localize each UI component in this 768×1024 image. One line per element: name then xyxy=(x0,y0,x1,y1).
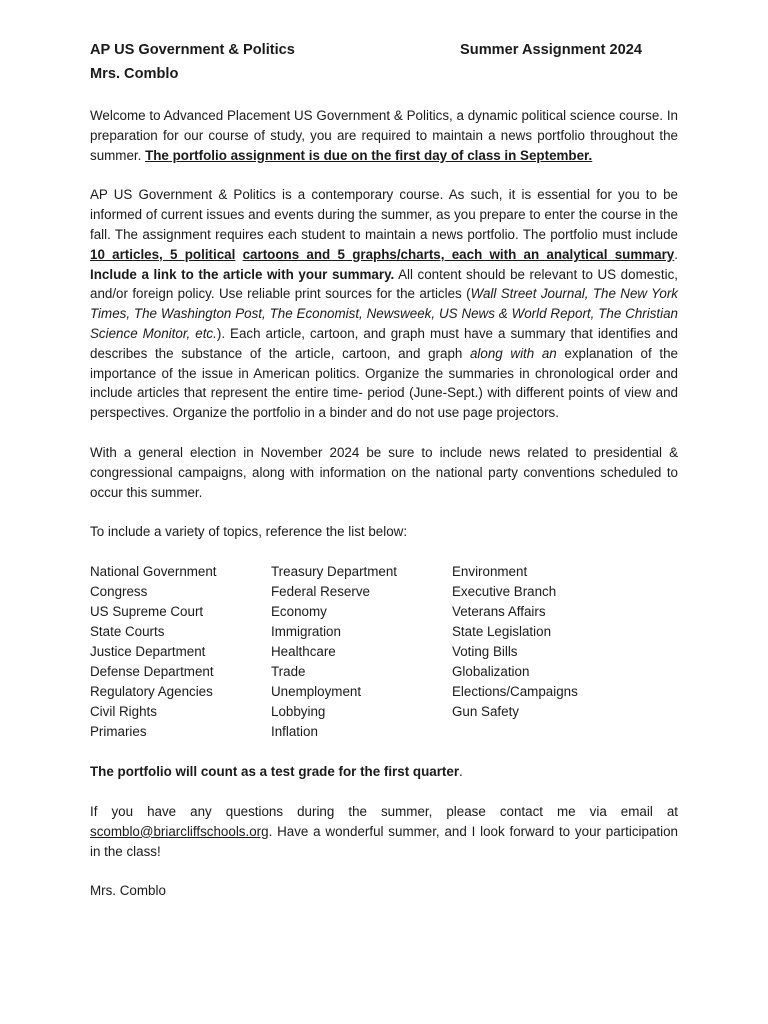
details-text-5: explanation of the importance of the issue in American politics. Organize the summaries in chronological order and include articles that represent the entire time- period (June-Sept.) with different points of view and perspectives. Organize the portfolio in a binder and do not use page projectors. xyxy=(90,345,678,421)
grade-period: . xyxy=(459,764,463,780)
topic-item: Defense Department xyxy=(90,664,214,680)
topic-item: Regulatory Agencies xyxy=(90,684,213,700)
requirement-articles: 10 articles, 5 political xyxy=(90,246,236,262)
requirement-space xyxy=(235,247,242,262)
contact-paragraph xyxy=(90,802,678,861)
topics-column-1 xyxy=(90,562,271,742)
topic-item: Elections/Campaigns xyxy=(452,684,578,700)
election-paragraph: With a general election in November 2024 be sure to include news related to presidential & congressional campaigns, along with information on the national party conventions scheduled to occur this summer. xyxy=(90,444,678,500)
topics-column-3 xyxy=(452,562,633,742)
topic-item: National Government xyxy=(90,564,217,580)
topic-item: Environment xyxy=(452,564,528,580)
topics-list xyxy=(90,562,678,742)
topic-item: Globalization xyxy=(452,664,530,680)
topic-item: Executive Branch xyxy=(452,584,557,600)
topic-item: US Supreme Court xyxy=(90,604,204,620)
topic-item: Primaries xyxy=(90,724,147,740)
details-text-2: . xyxy=(674,246,678,262)
topics-intro: To include a variety of topics, reference the list below: xyxy=(90,524,408,540)
topic-item: State Legislation xyxy=(452,624,552,640)
assignment-title: Summer Assignment 2024 xyxy=(460,42,642,58)
topic-item: Voting Bills xyxy=(452,644,518,660)
topic-item: Economy xyxy=(271,604,327,620)
topic-item: Inflation xyxy=(271,724,318,740)
topic-item: Lobbying xyxy=(271,704,326,720)
grade-text: The portfolio will count as a test grade for the first quarter xyxy=(90,764,460,780)
contact-text-2: . Have a wonderful summer, and I look forward to your participation in the class! xyxy=(90,823,678,859)
topic-item: State Courts xyxy=(90,624,165,640)
requirement-cartoons-graphs: cartoons and 5 graphs/charts, each with an analytical summary xyxy=(242,246,675,262)
along-with-phrase: along with an xyxy=(469,345,557,361)
topic-item: Unemployment xyxy=(271,684,362,700)
topic-item: Healthcare xyxy=(271,644,336,660)
topic-item: Gun Safety xyxy=(452,704,519,720)
topic-item: Immigration xyxy=(271,624,341,640)
topics-column-2 xyxy=(271,562,452,742)
due-date-notice: The portfolio assignment is due on the first day of class in September. xyxy=(145,147,593,163)
intro-paragraph xyxy=(90,106,678,165)
intro-text: Welcome to Advanced Placement US Government & Politics, a dynamic political science course. In preparation for our course of study, you are required to maintain a news portfolio throughout the summer. xyxy=(90,108,678,163)
teacher-name: Mrs. Comblo xyxy=(90,66,179,82)
topic-item: Civil Rights xyxy=(90,704,157,720)
source-list: Wall Street Journal, The New York Times, The Washington Post, The Economist, Newsweek, US News & World Report, The Christian Science Monitor, etc. xyxy=(90,286,678,341)
topic-item: Justice Department xyxy=(90,644,206,660)
link-requirement: Include a link to the article with your summary. xyxy=(90,266,395,282)
topic-item: Treasury Department xyxy=(271,564,398,580)
topic-item: Federal Reserve xyxy=(271,584,370,600)
details-paragraph xyxy=(90,185,678,423)
details-text-4: ). Each article, cartoon, and graph must have a summary that identifies and describes the substance of the article, cartoon, and graph xyxy=(90,325,679,361)
course-title: AP US Government & Politics xyxy=(90,42,295,58)
grade-notice xyxy=(90,762,678,782)
header-row xyxy=(90,38,678,62)
signature: Mrs. Comblo xyxy=(90,883,166,899)
topic-item: Trade xyxy=(271,664,306,680)
details-text-3: All content should be relevant to US domestic, and/or foreign policy. Use reliable print sources for the articles ( xyxy=(90,266,678,302)
details-text-1: AP US Government & Politics is a contemporary course. As such, it is essential for you to be informed of current issues and events during the summer, as you prepare to enter the course in the fall. The assignment requires each student to maintain a news portfolio. The portfolio must include xyxy=(90,187,678,242)
contact-text-1: If you have any questions during the summer, please contact me via email at xyxy=(90,803,678,819)
document-page xyxy=(90,38,678,901)
topic-item: Congress xyxy=(90,584,148,600)
topic-item: Veterans Affairs xyxy=(452,604,546,620)
email-link[interactable]: scomblo@briarcliffschools.org xyxy=(90,823,269,839)
